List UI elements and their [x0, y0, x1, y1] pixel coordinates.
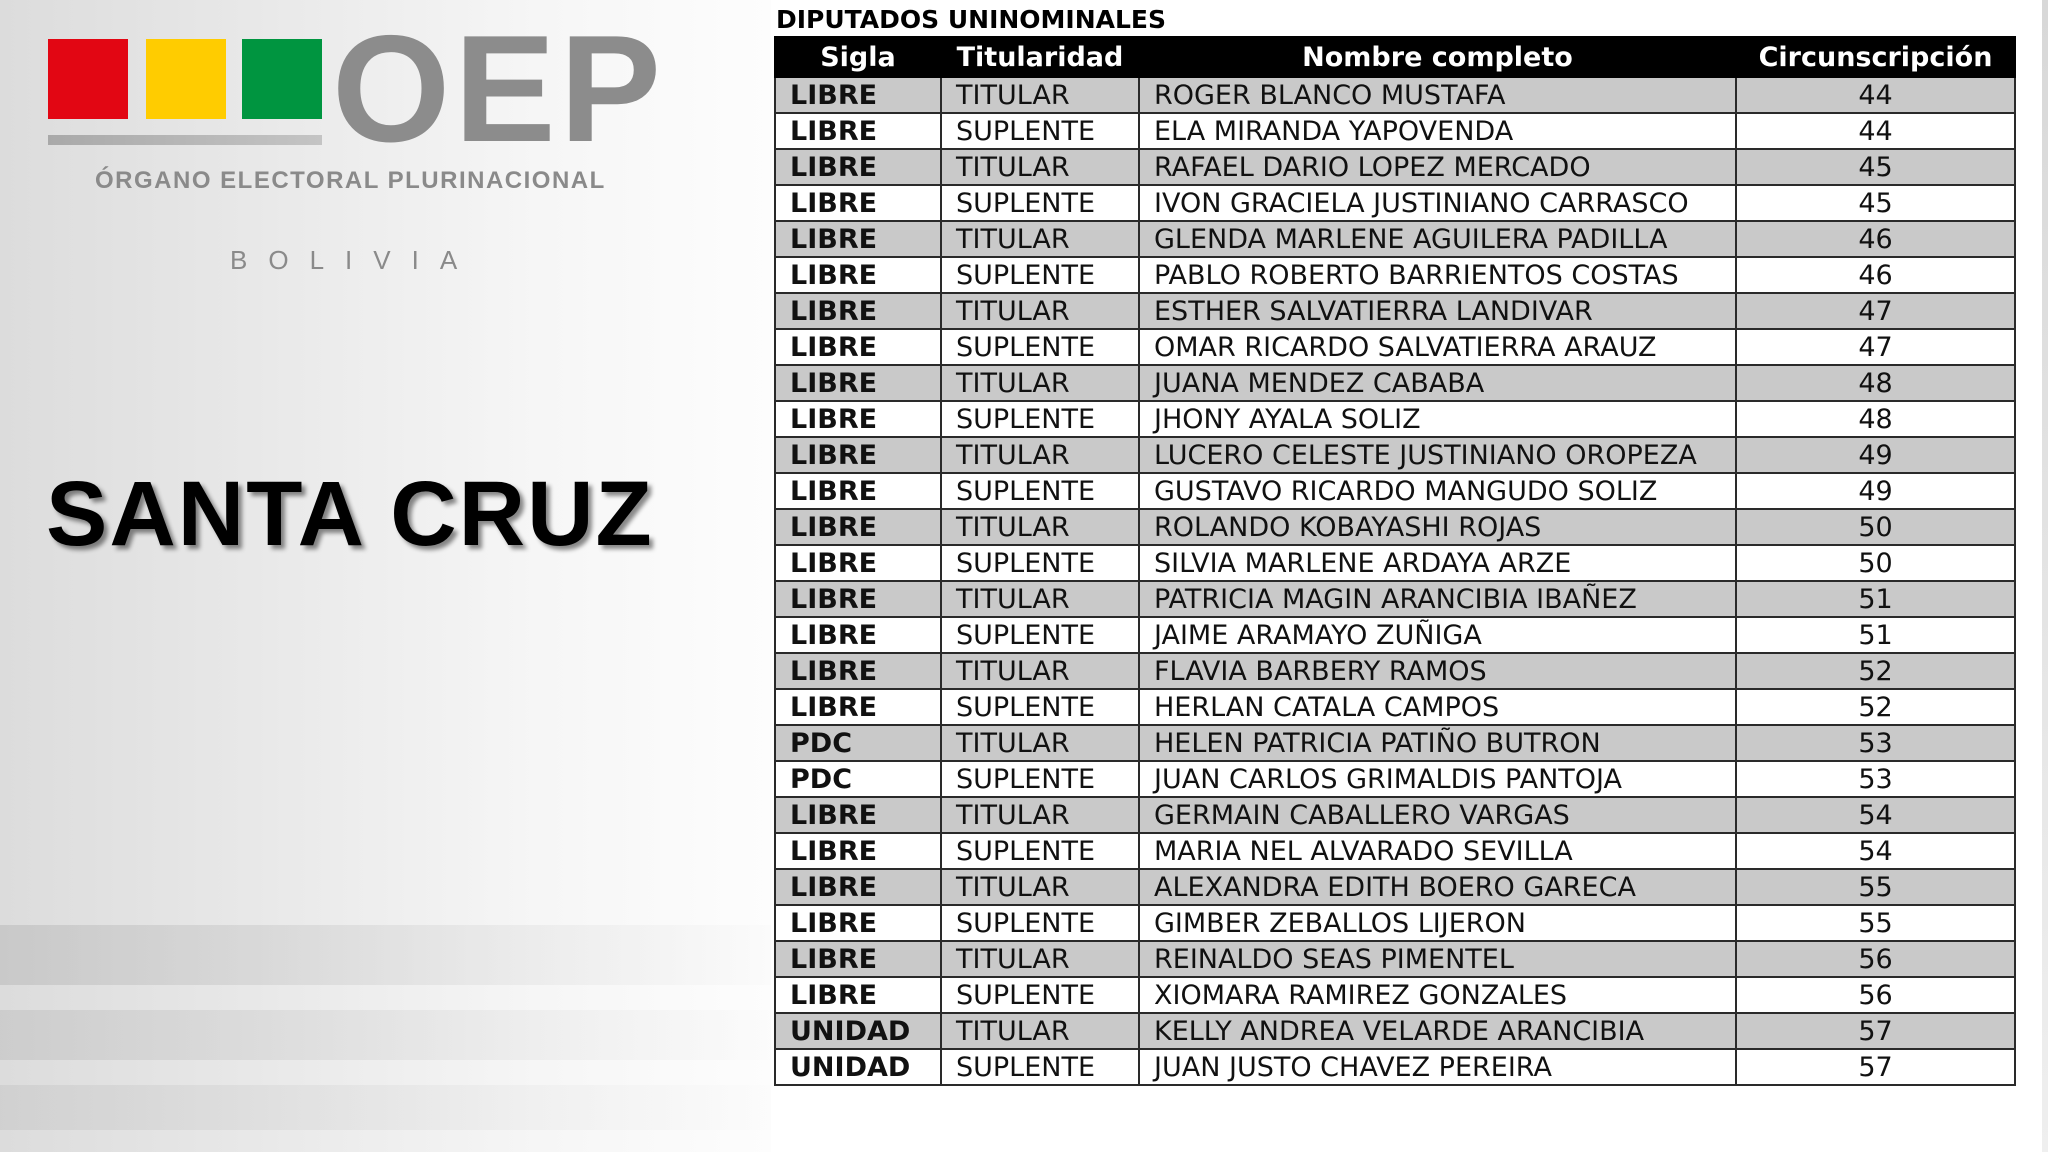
table-row — [775, 797, 2015, 833]
cell-nombre: JHONY AYALA SOLIZ — [1139, 401, 1736, 437]
cell-circunscripcion: 50 — [1736, 509, 2015, 545]
cell-nombre: MARIA NEL ALVARADO SEVILLA — [1139, 833, 1736, 869]
table-row — [775, 1049, 2015, 1085]
cell-titularidad: SUPLENTE — [941, 761, 1139, 797]
cell-sigla: LIBRE — [775, 797, 941, 833]
table-row — [775, 185, 2015, 221]
cell-sigla: LIBRE — [775, 329, 941, 365]
logo-acronym: OEP — [332, 4, 665, 174]
cell-titularidad: SUPLENTE — [941, 473, 1139, 509]
table-row — [775, 905, 2015, 941]
cell-titularidad: TITULAR — [941, 581, 1139, 617]
cell-nombre: FLAVIA BARBERY RAMOS — [1139, 653, 1736, 689]
cell-nombre: PABLO ROBERTO BARRIENTOS COSTAS — [1139, 257, 1736, 293]
table-row — [775, 833, 2015, 869]
cell-nombre: HERLAN CATALA CAMPOS — [1139, 689, 1736, 725]
cell-sigla: UNIDAD — [775, 1049, 941, 1085]
cell-titularidad: SUPLENTE — [941, 113, 1139, 149]
cell-circunscripcion: 51 — [1736, 581, 2015, 617]
cell-sigla: LIBRE — [775, 581, 941, 617]
cell-titularidad: TITULAR — [941, 797, 1139, 833]
cell-titularidad: TITULAR — [941, 653, 1139, 689]
cell-circunscripcion: 44 — [1736, 113, 2015, 149]
cell-circunscripcion: 48 — [1736, 401, 2015, 437]
cell-circunscripcion: 45 — [1736, 185, 2015, 221]
logo-yellow-square — [146, 39, 226, 119]
cell-circunscripcion: 47 — [1736, 293, 2015, 329]
cell-nombre: JUAN JUSTO CHAVEZ PEREIRA — [1139, 1049, 1736, 1085]
cell-titularidad: TITULAR — [941, 293, 1139, 329]
decorative-band — [0, 925, 771, 985]
cell-circunscripcion: 55 — [1736, 869, 2015, 905]
table-row — [775, 113, 2015, 149]
cell-sigla: LIBRE — [775, 545, 941, 581]
cell-titularidad: TITULAR — [941, 437, 1139, 473]
cell-nombre: ROLANDO KOBAYASHI ROJAS — [1139, 509, 1736, 545]
table-row — [775, 365, 2015, 401]
table-row — [775, 473, 2015, 509]
cell-circunscripcion: 54 — [1736, 797, 2015, 833]
cell-nombre: GERMAIN CABALLERO VARGAS — [1139, 797, 1736, 833]
table-row — [775, 149, 2015, 185]
table-row — [775, 617, 2015, 653]
cell-circunscripcion: 49 — [1736, 437, 2015, 473]
oep-logo — [48, 4, 688, 275]
cell-sigla: LIBRE — [775, 365, 941, 401]
cell-sigla: LIBRE — [775, 221, 941, 257]
cell-titularidad: TITULAR — [941, 149, 1139, 185]
cell-sigla: LIBRE — [775, 689, 941, 725]
cell-sigla: UNIDAD — [775, 1013, 941, 1049]
header-titularidad: Titularidad — [941, 37, 1139, 77]
cell-sigla: LIBRE — [775, 977, 941, 1013]
cell-nombre: OMAR RICARDO SALVATIERRA ARAUZ — [1139, 329, 1736, 365]
cell-sigla: LIBRE — [775, 257, 941, 293]
table-body — [775, 77, 2015, 1085]
cell-titularidad: TITULAR — [941, 941, 1139, 977]
cell-nombre: ESTHER SALVATIERRA LANDIVAR — [1139, 293, 1736, 329]
cell-titularidad: TITULAR — [941, 1013, 1139, 1049]
cell-sigla: LIBRE — [775, 401, 941, 437]
right-edge-bar — [2042, 0, 2048, 1152]
cell-nombre: XIOMARA RAMIREZ GONZALES — [1139, 977, 1736, 1013]
cell-nombre: GLENDA MARLENE AGUILERA PADILLA — [1139, 221, 1736, 257]
cell-circunscripcion: 48 — [1736, 365, 2015, 401]
cell-nombre: REINALDO SEAS PIMENTEL — [1139, 941, 1736, 977]
cell-circunscripcion: 51 — [1736, 617, 2015, 653]
cell-sigla: LIBRE — [775, 653, 941, 689]
cell-sigla: LIBRE — [775, 77, 941, 113]
cell-sigla: LIBRE — [775, 149, 941, 185]
table-title: DIPUTADOS UNINOMINALES — [776, 5, 1167, 34]
table-row — [775, 761, 2015, 797]
cell-sigla: PDC — [775, 725, 941, 761]
table-row — [775, 725, 2015, 761]
cell-circunscripcion: 46 — [1736, 257, 2015, 293]
cell-nombre: GIMBER ZEBALLOS LIJERON — [1139, 905, 1736, 941]
branding-panel — [0, 0, 771, 1152]
cell-sigla: PDC — [775, 761, 941, 797]
table-row — [775, 1013, 2015, 1049]
cell-nombre: RAFAEL DARIO LOPEZ MERCADO — [1139, 149, 1736, 185]
table-row — [775, 437, 2015, 473]
cell-nombre: PATRICIA MAGIN ARANCIBIA IBAÑEZ — [1139, 581, 1736, 617]
table-row — [775, 689, 2015, 725]
cell-circunscripcion: 52 — [1736, 689, 2015, 725]
table-row — [775, 329, 2015, 365]
cell-titularidad: TITULAR — [941, 77, 1139, 113]
table-row — [775, 869, 2015, 905]
cell-circunscripcion: 46 — [1736, 221, 2015, 257]
cell-nombre: JAIME ARAMAYO ZUÑIGA — [1139, 617, 1736, 653]
cell-circunscripcion: 56 — [1736, 977, 2015, 1013]
table-row — [775, 941, 2015, 977]
candidates-table — [774, 36, 2016, 1086]
table-row — [775, 653, 2015, 689]
cell-circunscripcion: 57 — [1736, 1049, 2015, 1085]
cell-nombre: IVON GRACIELA JUSTINIANO CARRASCO — [1139, 185, 1736, 221]
cell-sigla: LIBRE — [775, 473, 941, 509]
cell-titularidad: SUPLENTE — [941, 977, 1139, 1013]
cell-titularidad: TITULAR — [941, 509, 1139, 545]
table-row — [775, 293, 2015, 329]
header-nombre: Nombre completo — [1139, 37, 1736, 77]
cell-circunscripcion: 53 — [1736, 761, 2015, 797]
cell-titularidad: TITULAR — [941, 725, 1139, 761]
cell-titularidad: SUPLENTE — [941, 257, 1139, 293]
cell-nombre: GUSTAVO RICARDO MANGUDO SOLIZ — [1139, 473, 1736, 509]
cell-titularidad: TITULAR — [941, 365, 1139, 401]
cell-titularidad: SUPLENTE — [941, 1049, 1139, 1085]
cell-titularidad: SUPLENTE — [941, 833, 1139, 869]
cell-titularidad: SUPLENTE — [941, 185, 1139, 221]
cell-circunscripcion: 45 — [1736, 149, 2015, 185]
logo-green-square — [242, 39, 322, 119]
cell-sigla: LIBRE — [775, 509, 941, 545]
header-sigla: Sigla — [775, 37, 941, 77]
cell-circunscripcion: 47 — [1736, 329, 2015, 365]
cell-sigla: LIBRE — [775, 617, 941, 653]
cell-nombre: KELLY ANDREA VELARDE ARANCIBIA — [1139, 1013, 1736, 1049]
region-title: SANTA CRUZ — [46, 463, 654, 565]
cell-nombre: ELA MIRANDA YAPOVENDA — [1139, 113, 1736, 149]
table-row — [775, 257, 2015, 293]
cell-titularidad: TITULAR — [941, 869, 1139, 905]
cell-nombre: HELEN PATRICIA PATIÑO BUTRON — [1139, 725, 1736, 761]
decorative-band — [0, 1085, 771, 1130]
country-name: BOLIVIA — [230, 245, 479, 275]
cell-circunscripcion: 49 — [1736, 473, 2015, 509]
cell-circunscripcion: 50 — [1736, 545, 2015, 581]
table-row — [775, 977, 2015, 1013]
cell-circunscripcion: 57 — [1736, 1013, 2015, 1049]
cell-sigla: LIBRE — [775, 185, 941, 221]
cell-sigla: LIBRE — [775, 833, 941, 869]
header-circunscripcion: Circunscripción — [1736, 37, 2015, 77]
cell-titularidad: SUPLENTE — [941, 329, 1139, 365]
table-row — [775, 401, 2015, 437]
organization-name: ÓRGANO ELECTORAL PLURINACIONAL — [95, 167, 606, 194]
cell-sigla: LIBRE — [775, 869, 941, 905]
cell-titularidad: SUPLENTE — [941, 905, 1139, 941]
cell-nombre: ROGER BLANCO MUSTAFA — [1139, 77, 1736, 113]
cell-sigla: LIBRE — [775, 941, 941, 977]
decorative-band — [0, 1010, 771, 1060]
table-header-row — [775, 37, 2015, 77]
cell-titularidad: SUPLENTE — [941, 689, 1139, 725]
cell-circunscripcion: 52 — [1736, 653, 2015, 689]
cell-titularidad: SUPLENTE — [941, 617, 1139, 653]
cell-nombre: ALEXANDRA EDITH BOERO GARECA — [1139, 869, 1736, 905]
cell-nombre: SILVIA MARLENE ARDAYA ARZE — [1139, 545, 1736, 581]
cell-sigla: LIBRE — [775, 293, 941, 329]
table-row — [775, 221, 2015, 257]
cell-titularidad: SUPLENTE — [941, 401, 1139, 437]
logo-red-square — [48, 39, 128, 119]
cell-circunscripcion: 56 — [1736, 941, 2015, 977]
cell-sigla: LIBRE — [775, 905, 941, 941]
cell-circunscripcion: 53 — [1736, 725, 2015, 761]
cell-sigla: LIBRE — [775, 113, 941, 149]
table-row — [775, 545, 2015, 581]
cell-sigla: LIBRE — [775, 437, 941, 473]
cell-circunscripcion: 44 — [1736, 77, 2015, 113]
cell-circunscripcion: 55 — [1736, 905, 2015, 941]
logo-underline — [48, 135, 322, 145]
table-row — [775, 581, 2015, 617]
cell-nombre: JUANA MENDEZ CABABA — [1139, 365, 1736, 401]
cell-circunscripcion: 54 — [1736, 833, 2015, 869]
cell-titularidad: SUPLENTE — [941, 545, 1139, 581]
cell-titularidad: TITULAR — [941, 221, 1139, 257]
table-row — [775, 509, 2015, 545]
table-row — [775, 77, 2015, 113]
cell-nombre: JUAN CARLOS GRIMALDIS PANTOJA — [1139, 761, 1736, 797]
cell-nombre: LUCERO CELESTE JUSTINIANO OROPEZA — [1139, 437, 1736, 473]
